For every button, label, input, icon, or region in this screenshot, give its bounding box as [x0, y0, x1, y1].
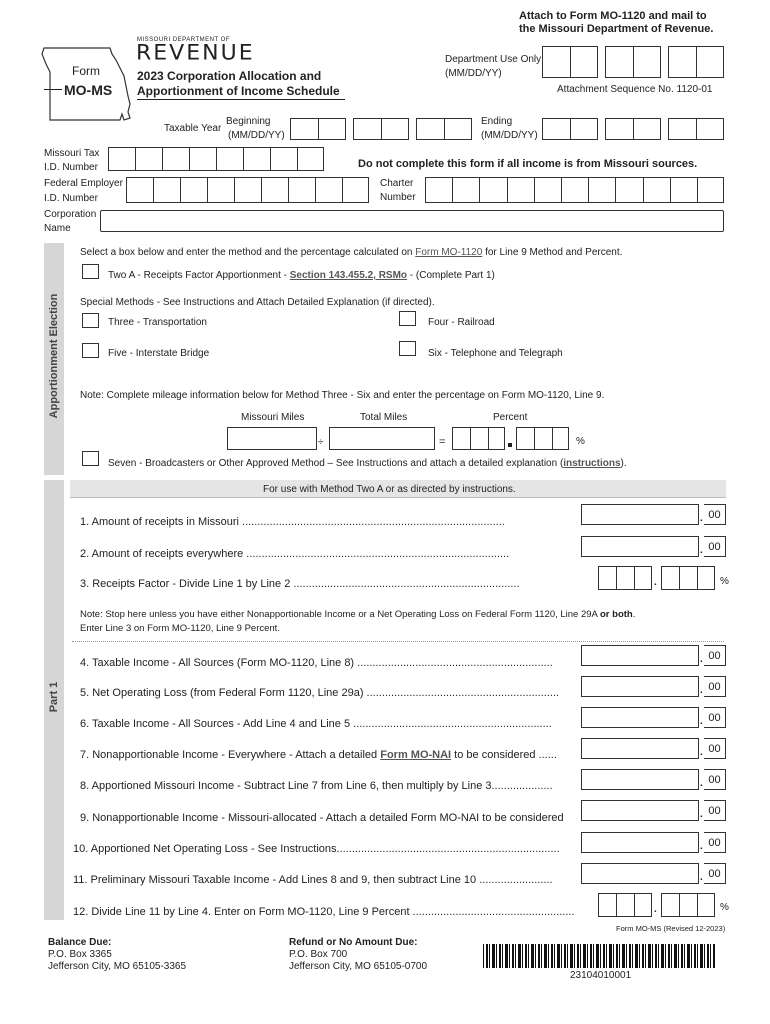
line4-cents: 00	[704, 645, 726, 666]
line3-percent-decimal[interactable]	[661, 566, 715, 590]
line2-dot: .	[700, 545, 703, 556]
seven-label: Seven - Broadcasters or Other Approved Method – See Instructions and attach a detailed explanation (instructions).	[108, 458, 627, 469]
six-label: Six - Telephone and Telegraph	[428, 348, 563, 359]
line2-amount-input[interactable]	[581, 536, 699, 557]
line12-percent-decimal[interactable]	[661, 893, 715, 917]
two-a-label: Two A - Receipts Factor Apportionment - Section 143.455.2, RSMo - (Complete Part 1)	[108, 270, 495, 281]
attach-instruction-line1: Attach to Form MO-1120 and mail to	[519, 10, 707, 22]
dept-small-text: MISSOURI DEPARTMENT OF	[137, 37, 231, 43]
line10-cents: 00	[704, 832, 726, 853]
fein-label-line1: Federal Employer	[44, 178, 123, 189]
line7-dot: .	[700, 747, 703, 758]
line3-label: 3. Receipts Factor - Divide Line 1 by Line 2 ..........................................................................	[80, 578, 520, 590]
corp-name-label-line1: Corporation	[44, 209, 97, 220]
form-revision: Form MO-MS (Revised 12-2023)	[616, 924, 726, 933]
line11-amount-input[interactable]	[581, 863, 699, 884]
election-side-label: Apportionment Election	[48, 293, 60, 419]
beginning-yy[interactable]	[416, 118, 472, 140]
three-checkbox[interactable]	[82, 313, 99, 328]
line7-amount-input[interactable]	[581, 738, 699, 759]
line12-dot: .	[654, 904, 657, 915]
three-label: Three - Transportation	[108, 317, 207, 328]
barcode-number: 23104010001	[570, 970, 632, 981]
line12-label: 12. Divide Line 11 by Line 4. Enter on Form MO-1120, Line 9 Percent .....................................................	[73, 906, 575, 918]
line2-label: 2. Amount of receipts everywhere ......................................................................................	[80, 548, 510, 560]
dept-use-format: (MM/DD/YY)	[445, 68, 502, 79]
line1-label: 1. Amount of receipts in Missouri ......................................................................................	[80, 516, 505, 528]
percent-sign: %	[576, 436, 585, 447]
line10-amount-input[interactable]	[581, 832, 699, 853]
dept-use-label: Department Use Only	[445, 54, 542, 65]
line1-amount-input[interactable]	[581, 504, 699, 525]
line3-dot: .	[654, 577, 657, 588]
line10-dot: .	[700, 841, 703, 852]
title-underline	[137, 99, 345, 100]
part1-note-line2: Enter Line 3 on Form MO-1120, Line 9 Percent.	[80, 623, 280, 634]
part1-note-line1: Note: Stop here unless you have either Nonapportionable Income or a Net Operating Loss on Federal Form 1120, Line 29A or both.	[80, 609, 636, 620]
line9-label: 9. Nonapportionable Income - Missouri-allocated - Attach a detailed Form MO-NAI to be considered	[80, 812, 564, 824]
attachment-sequence: Attachment Sequence No. 1120-01	[557, 84, 713, 95]
total-miles-input[interactable]	[329, 427, 435, 450]
line4-label: 4. Taxable Income - All Sources (Form MO-1120, Line 8) ................................................................	[80, 657, 553, 669]
charter-label-line1: Charter	[380, 178, 414, 189]
line8-label: 8. Apportioned Missouri Income - Subtract Line 7 from Line 6, then multiply by Line 3....................	[80, 780, 553, 792]
corporation-name-input[interactable]	[100, 210, 724, 232]
line8-cents: 00	[704, 769, 726, 790]
percent-label: Percent	[493, 412, 528, 423]
line6-dot: .	[700, 716, 703, 727]
election-intro: Select a box below and enter the method and the percentage calculated on Form MO-1120 for Line 9 Method and Percent.	[80, 247, 623, 258]
fein-input[interactable]	[126, 177, 369, 203]
beginning-mm[interactable]	[290, 118, 346, 140]
part1-banner-text: For use with Method Two A or as directed by instructions.	[263, 484, 516, 495]
two-a-checkbox[interactable]	[82, 264, 99, 279]
five-checkbox[interactable]	[82, 343, 99, 358]
line9-dot: .	[700, 809, 703, 820]
line11-cents: 00	[704, 863, 726, 884]
six-checkbox[interactable]	[399, 341, 416, 356]
line6-cents: 00	[704, 707, 726, 728]
line5-amount-input[interactable]	[581, 676, 699, 697]
missouri-miles-input[interactable]	[227, 427, 317, 450]
mo-tax-id-input[interactable]	[108, 147, 324, 171]
line6-amount-input[interactable]	[581, 707, 699, 728]
line7-label: 7. Nonapportionable Income - Everywhere - Attach a detailed Form MO-NAI to be considered ......	[80, 749, 557, 761]
ending-format: (MM/DD/YY)	[481, 130, 538, 141]
divide-sign: ÷	[318, 437, 324, 448]
beginning-format: (MM/DD/YY)	[228, 130, 285, 141]
line5-dot: .	[700, 685, 703, 696]
line4-amount-input[interactable]	[581, 645, 699, 666]
line2-cents: 00	[704, 536, 726, 557]
line8-amount-input[interactable]	[581, 769, 699, 790]
form-label: Form	[72, 64, 100, 78]
line3-percent-whole[interactable]	[598, 566, 652, 590]
corp-name-label-line2: Name	[44, 223, 71, 234]
balance-due-box: P.O. Box 3365	[48, 949, 112, 960]
five-label: Five - Interstate Bridge	[108, 348, 210, 359]
four-checkbox[interactable]	[399, 311, 416, 326]
beginning-dd[interactable]	[353, 118, 409, 140]
line12-percent-whole[interactable]	[598, 893, 652, 917]
mo-tax-id-label-line2: I.D. Number	[44, 162, 98, 173]
ending-mm[interactable]	[542, 118, 598, 140]
mileage-note: Note: Complete mileage information below for Method Three - Six and enter the percentage on Form MO-1120, Line 9.	[80, 390, 605, 401]
equals-sign: =	[439, 436, 446, 448]
balance-due-city: Jefferson City, MO 65105-3365	[48, 961, 187, 972]
line6-label: 6. Taxable Income - All Sources - Add Line 4 and Line 5 .................................................................	[80, 718, 552, 730]
line5-label: 5. Net Operating Loss (from Federal Form 1120, Line 29a) ...............................................................	[80, 687, 560, 699]
ending-dd[interactable]	[605, 118, 661, 140]
missouri-miles-label: Missouri Miles	[241, 412, 305, 423]
fein-label-line2: I.D. Number	[44, 193, 98, 204]
form-dash	[44, 89, 62, 90]
total-miles-label: Total Miles	[360, 412, 408, 423]
charter-number-input[interactable]	[425, 177, 724, 203]
refund-title: Refund or No Amount Due:	[289, 937, 418, 948]
percent-whole-input[interactable]	[452, 427, 505, 450]
dept-use-dd[interactable]	[605, 46, 661, 78]
special-methods-text: Special Methods - See Instructions and Attach Detailed Explanation (if directed).	[80, 297, 435, 308]
line10-label: 10. Apportioned Net Operating Loss - See Instructions.........................................................................	[73, 843, 560, 855]
line1-cents: 00	[704, 504, 726, 525]
line9-amount-input[interactable]	[581, 800, 699, 821]
line3-percent-sign: %	[720, 576, 729, 587]
percent-decimal-point	[508, 443, 512, 447]
mo-tax-id-label-line1: Missouri Tax	[44, 148, 100, 159]
percent-decimal-input[interactable]	[516, 427, 569, 450]
barcode	[483, 944, 715, 968]
line7-cents: 00	[704, 738, 726, 759]
part1-side-label: Part 1	[48, 681, 60, 713]
beginning-label: Beginning	[226, 116, 271, 127]
line9-cents: 00	[704, 800, 726, 821]
refund-city: Jefferson City, MO 65105-0700	[289, 961, 428, 972]
line8-dot: .	[700, 778, 703, 789]
seven-checkbox[interactable]	[82, 451, 99, 466]
note-divider	[72, 641, 724, 642]
line4-dot: .	[700, 654, 703, 665]
line11-dot: .	[700, 872, 703, 883]
attach-instruction-line2: the Missouri Department of Revenue.	[519, 23, 714, 35]
form-title-line1: 2023 Corporation Allocation and	[137, 69, 322, 83]
four-label: Four - Railroad	[428, 317, 495, 328]
refund-box: P.O. Box 700	[289, 949, 348, 960]
line5-cents: 00	[704, 676, 726, 697]
ending-yy[interactable]	[668, 118, 724, 140]
all-missouri-warning: Do not complete this form if all income is from Missouri sources.	[358, 158, 698, 170]
line12-percent-sign: %	[720, 902, 729, 913]
dept-use-mm[interactable]	[542, 46, 598, 78]
revenue-logo: REVENUE	[136, 41, 255, 66]
form-id: MO-MS	[64, 82, 113, 98]
balance-due-title: Balance Due:	[48, 937, 112, 948]
form-title-line2: Apportionment of Income Schedule	[137, 84, 340, 98]
charter-label-line2: Number	[380, 192, 416, 203]
line11-label: 11. Preliminary Missouri Taxable Income - Add Lines 8 and 9, then subtract Line 10 ........................	[73, 874, 553, 886]
dept-use-yy[interactable]	[668, 46, 724, 78]
taxable-year-label: Taxable Year	[164, 123, 222, 134]
ending-label: Ending	[481, 116, 513, 127]
line1-dot: .	[700, 513, 703, 524]
